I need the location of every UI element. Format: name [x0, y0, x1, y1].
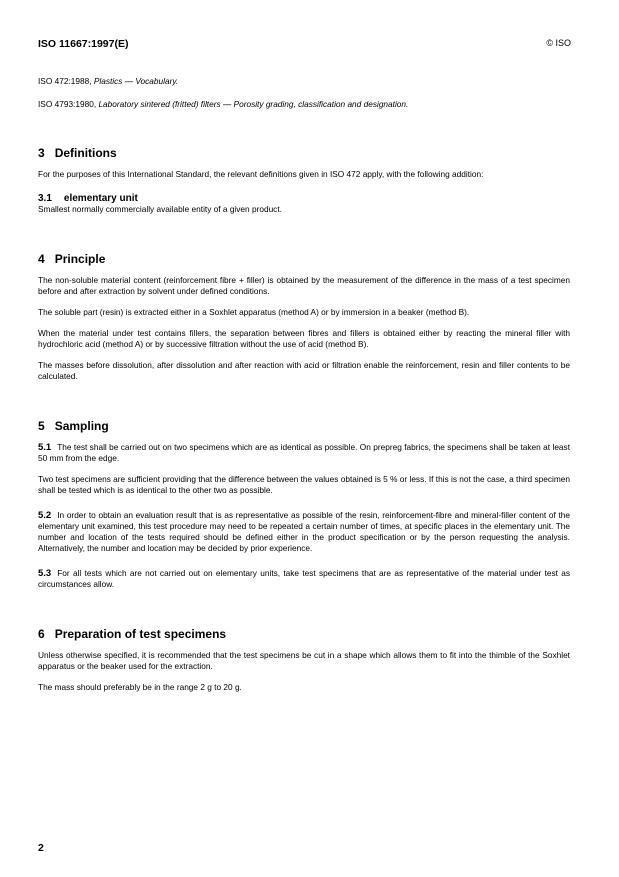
page-content — [38, 76, 570, 693]
paragraph: The non-soluble material content (reinforcement fibre + filler) is obtained by the measurement of the difference in the mass of a test specimen before and after extraction by solvent under defined conditions. — [38, 275, 570, 296]
definition-text: Smallest normally commercially available entity of a given product. — [38, 204, 282, 214]
paragraph: Two test specimens are sufficient providing that the difference between the values obtained is 5 % or less. If this is not the case, a third specimen shall be tested which is as identical to the other two as possible. — [38, 474, 570, 495]
page-number: 2 — [38, 842, 44, 854]
copyright-notice: © ISO — [546, 38, 571, 48]
paragraph: 5.2 In order to obtain an evaluation result that is as representative as possible of the resin, reinforcement-fibre and mineral-filler content of the elementary unit examined, this test procedure may need to be repeated a certain number of times, at specific places in the elementary unit. The number and location of the tests required should be defined either in the product specification or by the person requesting the analysis. Alternatively, the number and location may be decided by prior experience. — [38, 510, 570, 553]
reference-entry: ISO 4793:1980, Laboratory sintered (fritted) filters — Porosity grading, classification and designation. — [38, 99, 409, 109]
paragraph: When the material under test contains fillers, the separation between fibres and fillers is obtained either by reacting the mineral filler with hydrochloric acid (method A) or by successive filtration without the use of acid (method B). — [38, 328, 570, 349]
paragraph: For the purposes of this International Standard, the relevant definitions given in ISO 472 apply, with the following addition: — [38, 169, 484, 179]
paragraph: The mass should preferably be in the range 2 g to 20 g. — [38, 682, 242, 692]
paragraph: The soluble part (resin) is extracted either in a Soxhlet apparatus (method A) or by immersion in a beaker (method B). — [38, 307, 470, 317]
section-heading: 3 Definitions — [38, 146, 117, 160]
section-heading: 6 Preparation of test specimens — [38, 627, 227, 641]
section-heading: 4 Principle — [38, 252, 106, 266]
paragraph: 5.1 The test shall be carried out on two specimens which are as identical as possible. On prepreg fabrics, the specimens shall be taken at least 50 mm from the edge. — [38, 442, 570, 463]
reference-entry: ISO 472:1988, Plastics — Vocabulary. — [38, 76, 179, 86]
document-id: ISO 11667:1997(E) — [38, 38, 129, 50]
definition-heading: 3.1 elementary unit — [38, 193, 138, 204]
paragraph: Unless otherwise specified, it is recommended that the test specimens be cut in a shape which allows them to fit into the thimble of the Soxhlet apparatus or the beaker used for the extraction. — [38, 650, 570, 671]
section-heading: 5 Sampling — [38, 419, 109, 433]
paragraph: 5.3 For all tests which are not carried out on elementary units, take test specimens that are as representative of the material under test as circumstances allow. — [38, 568, 570, 589]
paragraph: The masses before dissolution, after dissolution and after reaction with acid or filtration enable the reinforcement, resin and filler contents to be calculated. — [38, 360, 570, 381]
